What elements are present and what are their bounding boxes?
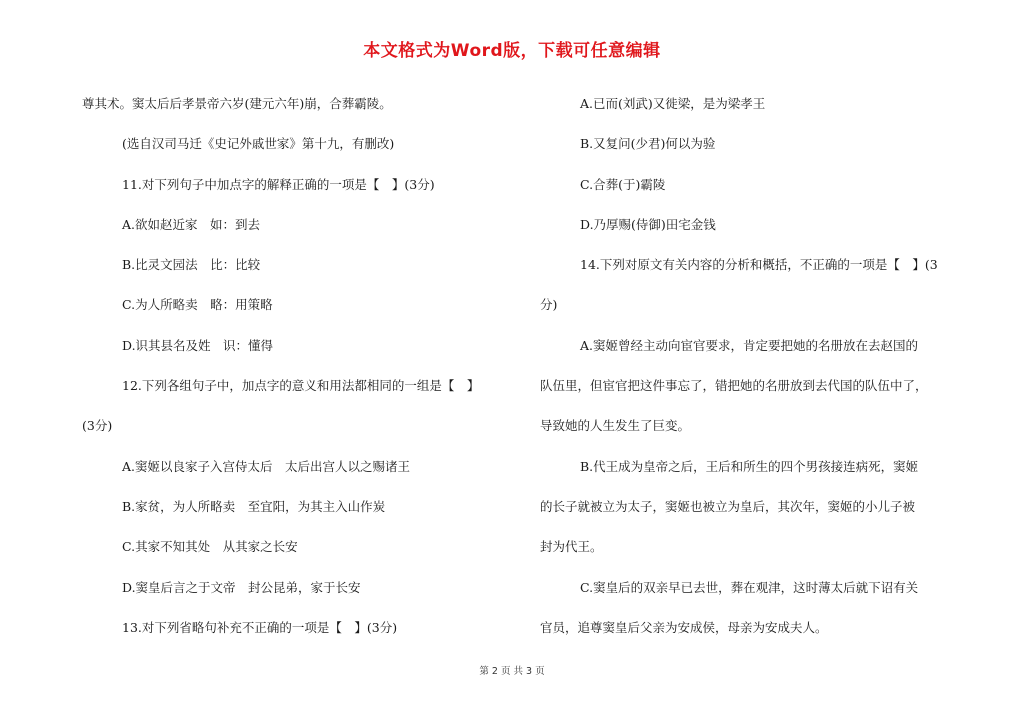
text-line: 封为代王。 <box>540 539 603 555</box>
text-line: 官员，追尊窦皇后父亲为安成侯，母亲为安成夫人。 <box>540 619 828 635</box>
left-column <box>82 84 514 648</box>
text-line: 12.下列各组句子中，加点字的意义和用法都相同的一组是【 】 <box>122 378 480 394</box>
text-line: 尊其术。窦太后后孝景帝六岁(建元六年)崩，合葬霸陵。 <box>82 96 392 111</box>
text-line: 的长子就被立为太子，窦姬也被立为皇后，其次年，窦姬的小儿子被 <box>540 498 916 514</box>
text-line: B.家贫，为人所略卖 至宜阳，为其主入山作炭 <box>122 498 386 514</box>
text-line: D.识其县名及姓 识：懂得 <box>122 337 274 353</box>
text-line: A.欲如赵近家 如：到去 <box>122 216 261 232</box>
text-line: C.其家不知其处 从其家之长安 <box>122 539 298 555</box>
right-column <box>540 84 968 648</box>
text-line: 14.下列对原文有关内容的分析和概括，不正确的一项是【 】(3 <box>580 257 938 273</box>
text-line: (选自汉司马迁《史记外戚世家》第十九，有删改) <box>122 136 395 152</box>
text-line: B.代王成为皇帝之后，王后和所生的四个男孩接连病死，窦姬 <box>580 458 919 474</box>
text-line: D.乃厚赐(侍御)田宅金钱 <box>580 216 716 232</box>
text-line: A.已而(刘武)又徙梁，是为梁孝王 <box>580 96 766 111</box>
text-line: C.为人所略卖 略：用策略 <box>122 297 273 313</box>
text-line: D.窦皇后言之于文帝 封公昆弟，家于长安 <box>122 579 361 595</box>
text-line: A.窦姬以良家子入宫侍太后 太后出宫人以之赐诸王 <box>122 458 411 474</box>
text-line: C.合葬(于)霸陵 <box>580 176 666 192</box>
page-footer: 第 2 页 共 3 页 <box>479 666 545 677</box>
text-line: B.又复问(少君)何以为验 <box>580 136 716 152</box>
text-line: 13.对下列省略句补充不正确的一项是【 】(3分) <box>122 619 398 635</box>
text-line: 队伍里，但宦官把这件事忘了，错把她的名册放到去代国的队伍中了， <box>540 378 928 394</box>
text-line: 11.对下列句子中加点字的解释正确的一项是【 】(3分) <box>122 176 435 192</box>
text-line: 导致她的人生发生了巨变。 <box>540 418 691 434</box>
text-line: C.窦皇后的双亲早已去世，葬在观津，这时薄太后就下诏有关 <box>580 579 919 595</box>
text-line: B.比灵文园法 比：比较 <box>122 257 261 273</box>
text-line: 分) <box>540 297 558 313</box>
download-banner: 本文格式为Word版，下载可任意编辑 <box>363 41 661 61</box>
text-line: (3分) <box>82 418 113 434</box>
text-line: A.窦姬曾经主动向宦官要求，肯定要把她的名册放在去赵国的 <box>580 337 919 353</box>
